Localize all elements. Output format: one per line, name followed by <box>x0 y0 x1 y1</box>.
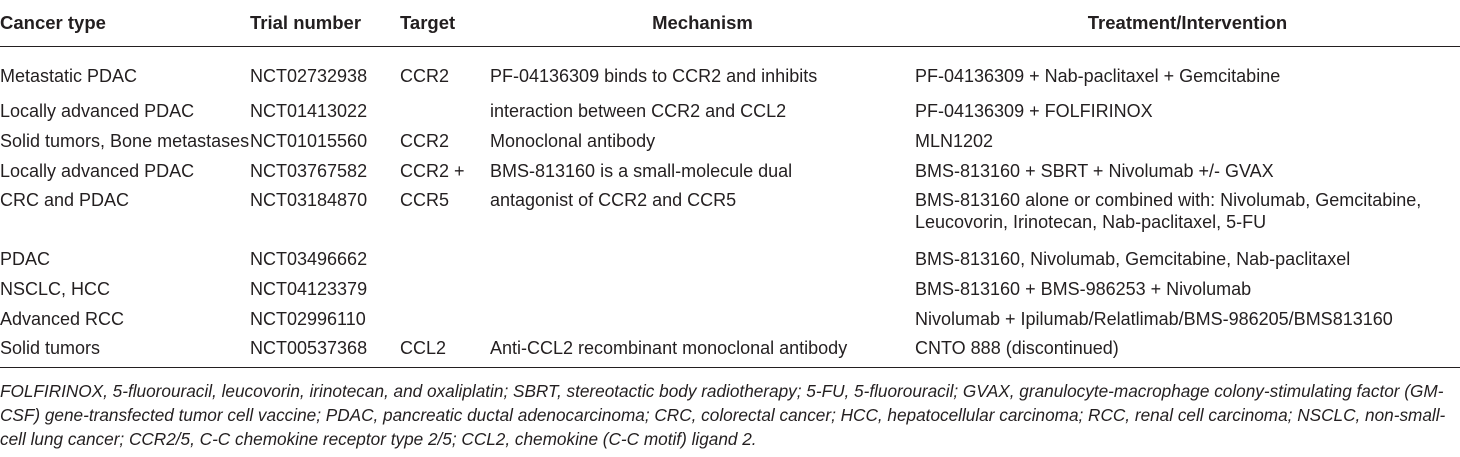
cell-cancer-type <box>0 130 250 160</box>
cell-trial-number <box>250 248 400 278</box>
cell-treatment-text: BMS-813160 alone or combined with: Nivolumab, Gemcitabine, Leucovorin, Irinotecan, Nab-paclitaxel, 5-FU <box>915 190 1422 233</box>
cell-target-text: CCR2 + <box>400 160 465 181</box>
cell-cancer-type <box>0 337 250 367</box>
cell-cancer-type-text: PDAC <box>0 249 51 270</box>
cell-trial-number-text: NCT04123379 <box>250 279 368 300</box>
cell-mechanism <box>490 100 915 130</box>
cell-treatment <box>915 337 1460 367</box>
table-row <box>0 278 1460 308</box>
header-cancer-type: Cancer type <box>0 11 106 33</box>
table-body <box>0 46 1460 368</box>
cell-treatment <box>915 308 1460 338</box>
cell-trial-number-text: NCT03767582 <box>250 160 368 181</box>
cell-treatment-text: PF-04136309 + Nab-paclitaxel + Gemcitabine <box>915 65 1281 86</box>
cell-target-text: CCR2 <box>400 65 450 86</box>
cell-mechanism-text: Anti-CCL2 recombinant monoclonal antibody <box>490 338 848 359</box>
cell-treatment <box>915 278 1460 308</box>
cell-trial-number-text: NCT03496662 <box>250 249 368 270</box>
cell-cancer-type <box>0 308 250 338</box>
cell-treatment-text: PF-04136309 + FOLFIRINOX <box>915 101 1153 122</box>
cell-treatment-text: MLN1202 <box>915 131 994 152</box>
table-row <box>0 248 1460 278</box>
cell-trial-number <box>250 46 400 100</box>
cell-mechanism <box>490 278 915 308</box>
cell-mechanism <box>490 308 915 338</box>
table-row <box>0 46 1460 100</box>
cell-mechanism <box>490 189 915 248</box>
cell-target <box>400 100 490 130</box>
cell-treatment-text: BMS-813160 + BMS-986253 + Nivolumab <box>915 279 1252 300</box>
cell-treatment-text: BMS-813160 + SBRT + Nivolumab +/- GVAX <box>915 160 1274 181</box>
header-row <box>0 0 1460 46</box>
cell-treatment-text: Nivolumab + Ipilumab/Relatlimab/BMS-986205/BMS813160 <box>915 308 1393 329</box>
cell-mechanism-text: PF-04136309 binds to CCR2 and inhibits <box>490 65 818 86</box>
cell-cancer-type <box>0 46 250 100</box>
cell-treatment <box>915 248 1460 278</box>
cell-mechanism <box>490 46 915 100</box>
table-row <box>0 189 1460 248</box>
cell-treatment <box>915 189 1460 248</box>
cell-target <box>400 308 490 338</box>
cell-target-text: CCR5 <box>400 190 450 211</box>
table-row <box>0 100 1460 130</box>
cell-mechanism-text: Monoclonal antibody <box>490 131 656 152</box>
cell-trial-number <box>250 278 400 308</box>
cell-trial-number-text: NCT00537368 <box>250 338 368 359</box>
cell-mechanism <box>490 130 915 160</box>
cell-mechanism-text: interaction between CCR2 and CCL2 <box>490 101 787 122</box>
table-header <box>0 0 1460 46</box>
cell-cancer-type <box>0 248 250 278</box>
cell-target <box>400 189 490 248</box>
cell-cancer-type-text: Metastatic PDAC <box>0 65 138 86</box>
cell-target <box>400 337 490 367</box>
cell-cancer-type <box>0 189 250 248</box>
header-mechanism: Mechanism <box>652 11 753 33</box>
cell-mechanism-text: antagonist of CCR2 and CCR5 <box>490 190 737 211</box>
cell-treatment <box>915 160 1460 190</box>
cell-trial-number-text: NCT01015560 <box>250 131 368 152</box>
cell-treatment <box>915 130 1460 160</box>
cell-trial-number-text: NCT01413022 <box>250 101 368 122</box>
cell-trial-number <box>250 160 400 190</box>
cell-target <box>400 248 490 278</box>
cell-mechanism <box>490 160 915 190</box>
cell-mechanism <box>490 337 915 367</box>
cell-cancer-type-text: Solid tumors, Bone metastases <box>0 131 250 152</box>
cell-treatment <box>915 100 1460 130</box>
cell-trial-number-text: NCT02732938 <box>250 65 368 86</box>
cell-target <box>400 46 490 100</box>
cell-trial-number <box>250 130 400 160</box>
cell-cancer-type-text: Solid tumors <box>0 338 101 359</box>
cell-treatment-text: BMS-813160, Nivolumab, Gemcitabine, Nab-paclitaxel <box>915 249 1351 270</box>
cell-cancer-type-text: Advanced RCC <box>0 308 125 329</box>
cell-trial-number <box>250 100 400 130</box>
cell-trial-number <box>250 337 400 367</box>
cell-trial-number <box>250 308 400 338</box>
cell-cancer-type-text: CRC and PDAC <box>0 190 130 211</box>
cell-target-text: CCL2 <box>400 338 447 359</box>
cell-cancer-type-text: Locally advanced PDAC <box>0 101 195 122</box>
table-footnote: FOLFIRINOX, 5-fluorouracil, leucovorin, irinotecan, and oxaliplatin; SBRT, stereotactic body radiotherapy; 5-FU, 5-fluorouracil; GVAX, granulocyte-macrophage colony-stimulating factor (GM-CSF) gene-transfected tumor cell vaccine; PDAC, pancreatic ductal adenocarcinoma; CRC, colorectal cancer; HCC, hepatocellular carcinoma; RCC, renal cell carcinoma; NSCLC, non-small-cell lung cancer; CCR2/5, C-C chemokine receptor type 2/5; CCL2, chemokine (C-C motif) ligand 2. <box>0 381 1446 449</box>
header-target: Target <box>400 11 456 33</box>
table-row <box>0 160 1460 190</box>
cell-cancer-type <box>0 278 250 308</box>
cell-cancer-type <box>0 160 250 190</box>
cell-target <box>400 278 490 308</box>
table-row <box>0 130 1460 160</box>
cell-mechanism-text: BMS-813160 is a small-molecule dual <box>490 160 793 181</box>
cell-cancer-type-text: Locally advanced PDAC <box>0 160 195 181</box>
cell-target <box>400 160 490 190</box>
table-row <box>0 308 1460 338</box>
cell-treatment <box>915 46 1460 100</box>
cell-trial-number-text: NCT03184870 <box>250 190 368 211</box>
cell-target <box>400 130 490 160</box>
cell-cancer-type-text: NSCLC, HCC <box>0 279 111 300</box>
table-row <box>0 337 1460 367</box>
header-trial-number: Trial number <box>250 11 362 33</box>
cell-treatment-text: CNTO 888 (discontinued) <box>915 338 1119 359</box>
cell-mechanism <box>490 248 915 278</box>
cell-cancer-type <box>0 100 250 130</box>
cell-trial-number-text: NCT02996110 <box>250 308 366 329</box>
cell-target-text: CCR2 <box>400 131 450 152</box>
cell-trial-number <box>250 189 400 248</box>
header-treatment: Treatment/Intervention <box>1087 11 1288 33</box>
